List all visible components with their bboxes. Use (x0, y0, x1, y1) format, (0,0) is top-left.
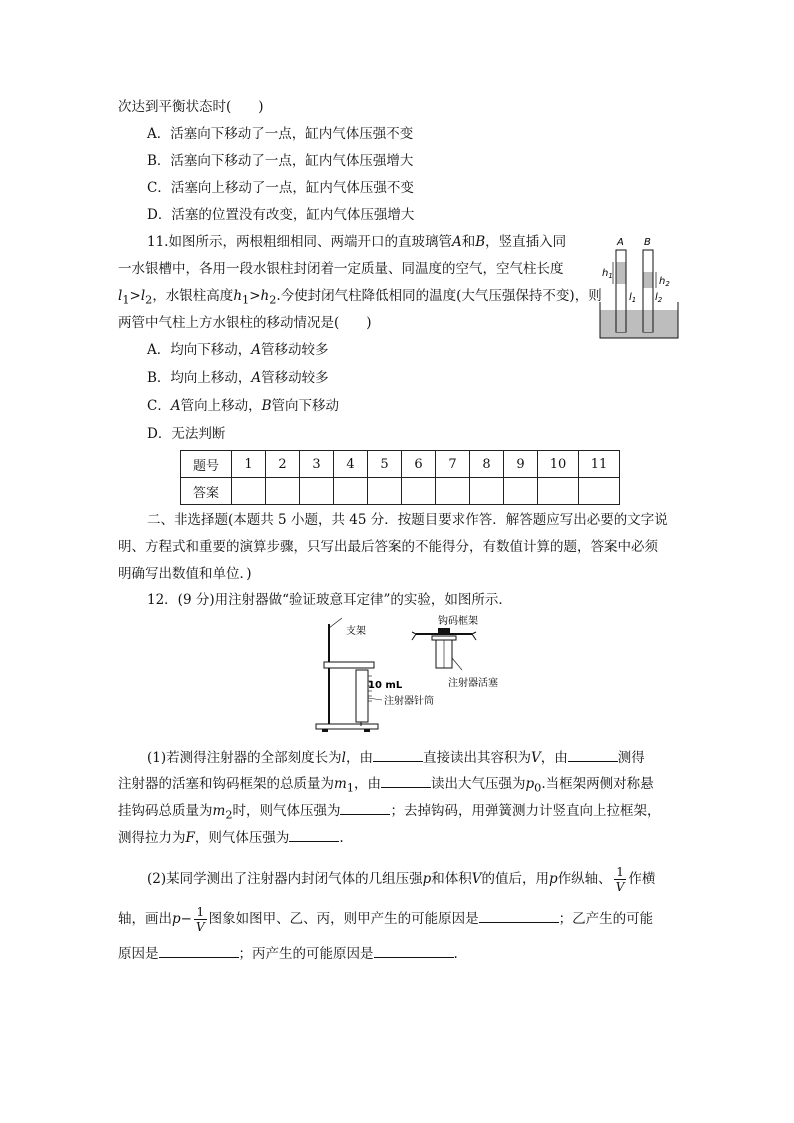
answer-blank[interactable] (568, 747, 618, 762)
q11-tubes-figure (598, 232, 680, 342)
q11-stem-line3: $l_1>l_2$，水银柱高度$h_1>h_2$.今使封闭气柱降低相同的温度(大气压强保持不变)，则 (118, 288, 602, 307)
answer-cell[interactable] (266, 478, 300, 505)
section2-line3: 明确写出数值和单位．) (118, 566, 252, 582)
fraction-1-over-v: $\frac{1}{V}$ (195, 905, 205, 934)
answer-cell[interactable] (334, 478, 368, 505)
label-l1: $l_1$ (629, 292, 637, 304)
answer-cell[interactable] (504, 478, 538, 505)
answer-blank[interactable] (381, 773, 431, 788)
label-barrel: 注射器针筒 (384, 696, 434, 707)
answer-cell[interactable] (368, 478, 402, 505)
answer-cell[interactable] (402, 478, 436, 505)
label-h1: $h_1$ (602, 268, 613, 280)
q12-p1-line4: 测得拉力为F，则气体压强为 . (118, 827, 344, 848)
q12-p1-line3: 挂钩码总质量为$m_2$时，则气体压强为 ；去掉钩码，用弹簧测力计竖直向上拉框架， (118, 800, 660, 826)
section2-line1: 二、非选择题(本题共 5 小题，共 45 分．按题目要求作答．解答题应写出必要的文字说 (147, 512, 668, 528)
answer-cell[interactable] (232, 478, 266, 505)
q10-option-a: A．活塞向下移动了一点，缸内气体压强不变 (147, 126, 414, 142)
answer-blank[interactable] (159, 943, 239, 958)
q12-syringe-figure (312, 614, 502, 736)
q11-stem-line2: 一水银槽中，各用一段水银柱封闭着一定质量、同温度的空气，空气柱长度 (118, 261, 564, 277)
answer-blank[interactable] (373, 747, 423, 762)
answer-blank[interactable] (374, 943, 454, 958)
table-cell: 4 (334, 451, 368, 478)
table-cell: 11 (579, 451, 620, 478)
q12-p1-line1: (1)若测得注射器的全部刻度长为l，由 直接读出其容积为V，由 测得 (147, 747, 645, 768)
table-cell: 3 (300, 451, 334, 478)
q11-stem-line1: 11.如图所示，两根粗细相同、两端开口的直玻璃管A和B，竖直插入同 (147, 234, 567, 250)
section2-line2: 明、方程式和重要的演算步骤，只写出最后答案的不能得分，有数值计算的题，答案中必须 (118, 539, 658, 555)
q11-option-d: D．无法判断 (147, 426, 226, 442)
q12-p2-line2: 轴，画出p− $\frac{1}{V}$ 图象如图甲、乙、丙，则甲产生的可能原因是 ；乙产生的可能 (118, 905, 654, 934)
q10-option-b: B．活塞向下移动了一点，缸内气体压强增大 (147, 153, 414, 169)
answer-blank[interactable] (479, 908, 559, 923)
table-cell: 6 (402, 451, 436, 478)
label-b: B (644, 237, 651, 248)
label-stand: 支架 (346, 626, 366, 637)
label-scale: 10 mL (368, 680, 403, 691)
answer-cell[interactable] (300, 478, 334, 505)
answer-cell[interactable] (436, 478, 470, 505)
q11-option-a: A．均向下移动，A管移动较多 (147, 342, 329, 358)
q10-option-d: D．活塞的位置没有改变，缸内气体压强增大 (147, 207, 415, 223)
answer-cell[interactable] (538, 478, 579, 505)
table-cell: 10 (538, 451, 579, 478)
label-piston: 注射器活塞 (448, 678, 498, 689)
table-cell: 2 (266, 451, 300, 478)
q10-stem-tail: 次达到平衡状态时( ) (118, 99, 264, 115)
answer-blank[interactable] (289, 827, 339, 842)
q11-option-b: B．均向上移动，A管移动较多 (147, 370, 329, 386)
table-header-answer: 答案 (181, 478, 232, 505)
q12-title: 12．(9 分)用注射器做“验证玻意耳定律”的实验，如图所示． (147, 592, 512, 608)
answer-table (180, 450, 620, 505)
q11-stem-line4: 两管中气柱上方水银柱的移动情况是( ) (118, 315, 372, 331)
label-h2: $h_2$ (659, 276, 670, 288)
q12-p1-line2: 注射器的活塞和钩码框架的总质量为$m_1$，由 读出大气压强为$p_0$.当框架两侧对称悬 (118, 773, 654, 799)
table-cell: 1 (232, 451, 266, 478)
label-a: A (617, 237, 624, 248)
answer-blank[interactable] (340, 800, 390, 815)
table-cell: 8 (470, 451, 504, 478)
table-header-number: 题号 (181, 451, 232, 478)
table-cell: 5 (368, 451, 402, 478)
answer-cell[interactable] (579, 478, 620, 505)
table-cell: 7 (436, 451, 470, 478)
q12-p2-line3: 原因是 ；丙产生的可能原因是 . (118, 943, 458, 964)
answer-table-row-numbers (181, 451, 620, 478)
label-l2: $l_2$ (655, 292, 663, 304)
q12-p2-line1: (2)某同学测出了注射器内封闭气体的几组压强p和体积V的值后，用p作纵轴、 $\frac{1}{V}$ 作横 (147, 865, 656, 894)
answer-cell[interactable] (470, 478, 504, 505)
q11-option-c: C．A管向上移动，B管向下移动 (147, 398, 340, 414)
q10-option-c: C．活塞向上移动了一点，缸内气体压强不变 (147, 180, 414, 196)
fraction-1-over-v: $\frac{1}{V}$ (615, 865, 625, 894)
answer-table-row-answers (181, 478, 620, 505)
table-cell: 9 (504, 451, 538, 478)
label-frame: 钩码框架 (438, 616, 478, 627)
